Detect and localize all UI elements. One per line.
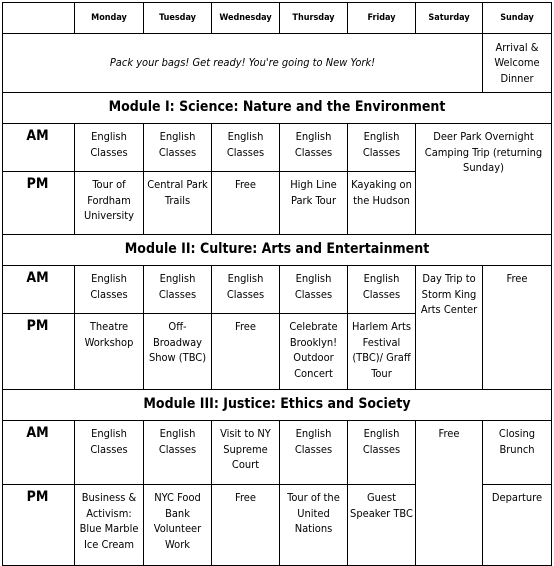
session-label-am: AM (3, 124, 75, 172)
session-label-am: AM (3, 421, 75, 485)
sunday-activity-cell: Departure (483, 485, 552, 566)
activity-cell: Guest Speaker TBC (348, 485, 416, 566)
activity-cell: English Classes (144, 124, 212, 172)
activity-cell: English Classes (75, 421, 144, 485)
activity-cell: NYC Food Bank Volunteer Work (144, 485, 212, 566)
activity-cell: Business & Activism: Blue Marble Ice Cream (75, 485, 144, 566)
day-header-friday: Friday (348, 3, 416, 34)
activity-cell: English Classes (348, 124, 416, 172)
sunday-activity-cell: Free (483, 266, 552, 390)
activity-cell: English Classes (212, 124, 280, 172)
activity-cell: English Classes (280, 421, 348, 485)
activity-cell: Free (212, 172, 280, 235)
am-row (3, 421, 552, 485)
activity-cell: English Classes (348, 421, 416, 485)
activity-cell: English Classes (212, 266, 280, 314)
activity-cell: High Line Park Tour (280, 172, 348, 235)
activity-cell: English Classes (144, 266, 212, 314)
arrival-cell: Arrival & Welcome Dinner (483, 34, 552, 93)
module-row (3, 390, 552, 421)
weekend-activity-cell: Deer Park Overnight Camping Trip (returning Sunday) (416, 124, 552, 235)
am-row (3, 124, 552, 172)
intro-row (3, 34, 552, 93)
session-label-am: AM (3, 266, 75, 314)
day-header-saturday: Saturday (416, 3, 483, 34)
activity-cell: Theatre Workshop (75, 314, 144, 390)
module-title: Module II: Culture: Arts and Entertainment (3, 235, 552, 266)
day-header-tuesday: Tuesday (144, 3, 212, 34)
activity-cell: Kayaking on the Hudson (348, 172, 416, 235)
activity-cell: English Classes (348, 266, 416, 314)
intro-message: Pack your bags! Get ready! You're going to New York! (3, 34, 483, 93)
am-row (3, 266, 552, 314)
activity-cell: English Classes (144, 421, 212, 485)
saturday-activity-cell: Free (416, 421, 483, 566)
activity-cell: Harlem Arts Festival (TBC)/ Graff Tour (348, 314, 416, 390)
module-title: Module III: Justice: Ethics and Society (3, 390, 552, 421)
module-row (3, 235, 552, 266)
header-row (3, 3, 552, 34)
saturday-activity-cell: Day Trip to Storm King Arts Center (416, 266, 483, 390)
activity-cell: Tour of Fordham University (75, 172, 144, 235)
activity-cell: Visit to NY Supreme Court (212, 421, 280, 485)
day-header-monday: Monday (75, 3, 144, 34)
schedule-table (2, 2, 552, 566)
session-label-pm: PM (3, 172, 75, 235)
module-row (3, 93, 552, 124)
day-header-sunday: Sunday (483, 3, 552, 34)
module-title: Module I: Science: Nature and the Environment (3, 93, 552, 124)
activity-cell: Off-Broadway Show (TBC) (144, 314, 212, 390)
day-header-wednesday: Wednesday (212, 3, 280, 34)
activity-cell: Free (212, 314, 280, 390)
activity-cell: English Classes (280, 266, 348, 314)
activity-cell: English Classes (75, 124, 144, 172)
sunday-activity-cell: Closing Brunch (483, 421, 552, 485)
session-label-pm: PM (3, 314, 75, 390)
activity-cell: English Classes (280, 124, 348, 172)
day-header-thursday: Thursday (280, 3, 348, 34)
session-label-pm: PM (3, 485, 75, 566)
activity-cell: English Classes (75, 266, 144, 314)
activity-cell: Central Park Trails (144, 172, 212, 235)
activity-cell: Free (212, 485, 280, 566)
corner-cell (3, 3, 75, 34)
activity-cell: Tour of the United Nations (280, 485, 348, 566)
activity-cell: Celebrate Brooklyn! Outdoor Concert (280, 314, 348, 390)
